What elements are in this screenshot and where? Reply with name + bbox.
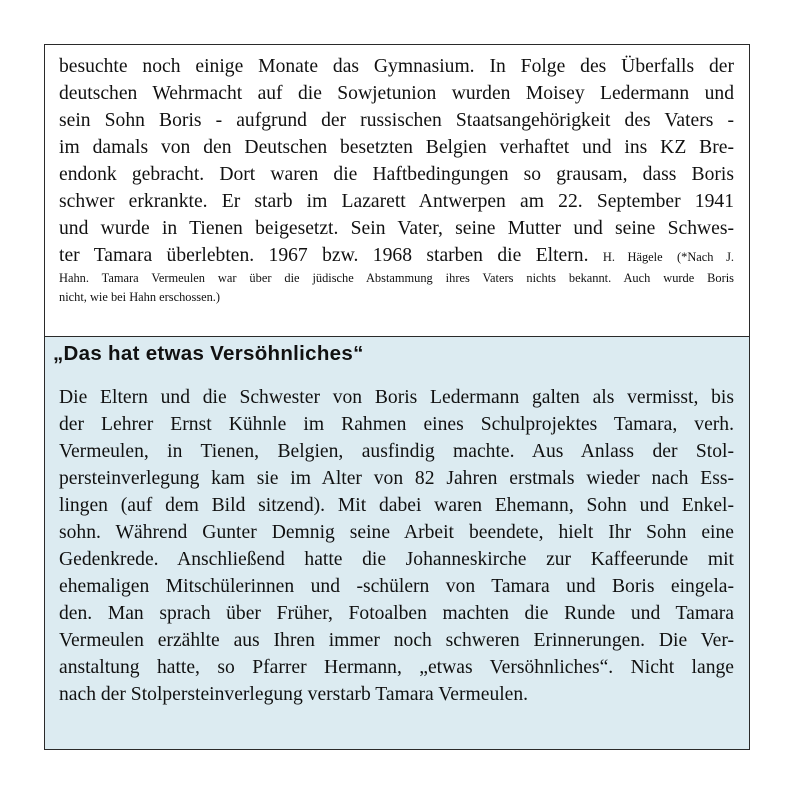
article-line: Die Eltern und die Schwester von Boris Ledermann galten als vermisst, bis	[59, 387, 734, 408]
article-line: den. Man sprach über Früher, Fotoalben machten die Runde und Tamara	[59, 603, 734, 624]
article-line: lingen (auf dem Bild sitzend). Mit dabei waren Ehemann, Sohn und Enkel-	[59, 495, 734, 516]
article-line: anstaltung hatte, so Pfarrer Hermann, „etwas Versöhnliches“. Nicht lange	[59, 657, 734, 678]
article-line: ehemaligen Mitschülerinnen und -schülern von Tamara und Boris eingela-	[59, 576, 734, 597]
story-continuation-section	[45, 45, 749, 336]
text-line: sein Sohn Boris - aufgrund der russischen Staatsangehörigkeit des Vaters -	[59, 110, 734, 131]
article-line: der Lehrer Ernst Kühnle im Rahmen eines Schulprojektes Tamara, verh.	[59, 414, 734, 435]
text-line: deutschen Wehrmacht auf die Sowjetunion wurden Moisey Ledermann und	[59, 83, 734, 104]
article-line: nach der Stolpersteinverlegung verstarb Tamara Vermeulen.	[59, 684, 529, 705]
article-line: Vermeulen erzählte aus Ihren immer noch schweren Erinnerungen. Die Ver-	[59, 630, 734, 651]
article-line: sohn. Während Gunter Demnig seine Arbeit beendete, hielt Ihr Sohn eine	[59, 522, 734, 543]
footnote-line: Hahn. Tamara Vermeulen war über die jüdische Abstammung ihres Vaters nichts bekannt. Auch wurde Boris	[59, 271, 734, 285]
text-line: besuchte noch einige Monate das Gymnasium. In Folge des Überfalls der	[59, 56, 734, 77]
text-line: im damals von den Deutschen besetzten Belgien verhaftet und ins KZ Bre-	[59, 137, 734, 158]
text-line: und wurde in Tienen beigesetzt. Sein Vater, seine Mutter und seine Schwes-	[59, 218, 734, 239]
text-line-with-credit	[59, 243, 734, 270]
text-line: schwer erkrankte. Er starb im Lazarett Antwerpen am 22. September 1941	[59, 191, 734, 212]
article-line: Vermeulen, in Tienen, Belgien, ausfindig machte. Aus Anlass der Stol-	[59, 441, 734, 462]
footnote-lead: (*Nach J.	[677, 250, 734, 264]
document-frame	[44, 44, 750, 750]
article-heading: „Das hat etwas Versöhnliches“	[53, 342, 364, 365]
text-line-end: ter Tamara überlebten. 1967 bzw. 1968 starben die Eltern.	[59, 245, 589, 266]
article-line: Gedenkrede. Anschließend hatte die Johanneskirche zur Kaffeerunde mit	[59, 549, 734, 570]
footnote-line: nicht, wie bei Hahn erschossen.)	[59, 290, 221, 304]
author-credit: H. Hägele	[602, 250, 663, 264]
text-line: endonk gebracht. Dort waren die Haftbedingungen so grausam, dass Boris	[59, 164, 734, 185]
article-line: persteinverlegung kam sie im Alter von 82 Jahren erstmals wieder nach Ess-	[59, 468, 734, 489]
article-box	[45, 336, 749, 749]
